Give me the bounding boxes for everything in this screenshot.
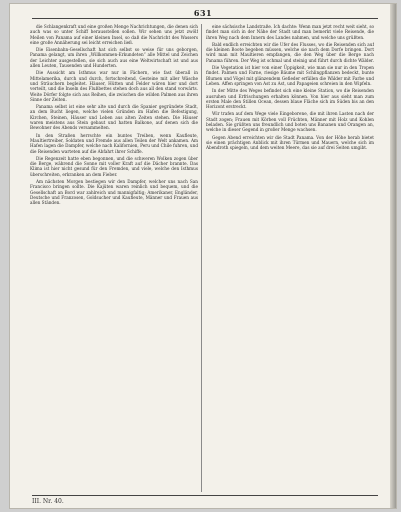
page-binding-edge xyxy=(390,4,396,508)
paragraph: Die Regenzeit hatte eben begonnen, und die schweren Wolken zogen über die Berge, während die Sonne mit voller Kraft auf die Dächer brannte. Das Klima ist hier nicht gesund für den Fremden, und viele, welche den Isthmus überschreiten, erkranken an dem Fieber. xyxy=(30,155,198,177)
paragraph: eine sächsische Landstraße. Ich dachte: Wenn man jetzt recht weit sieht, so findet man sich in der Nähe der Stadt und man bemerkt viele Reisende, die ihren Weg nach dem Innern des Landes nahmen, und welche uns grüßten. xyxy=(206,24,374,40)
paragraph: Die Aussicht am Isthmus war nur in Fächern, wie fast überall in Mittelamerika, durch und durch, fortschreitend, Gesteine mit aller Wäsche und Sträuchern begleitet. Häuser, Hütten und Felder wären hier und dort verteilt, und die Inseln des Flußbettes stehen doch aus all den stand vorwärts. Weite Dörfer folgte sich aus Reihen, die zwischen die wilden Palmen aus ihren Sinne der Zeiten. xyxy=(30,70,198,102)
newspaper-page xyxy=(10,4,396,508)
left-column xyxy=(30,24,198,492)
paragraph: die Schlangenkraft und eine großen Menge Nachrichtungen, die denen sich auch was so unter Schiff herausstellen sollen. Wir sehen uns jetzt zwölf Meilen von Panama auf einer kleinen Insel, so daß die Nachricht des Wassers eine große Annäherung sei leicht erreichen ließ. xyxy=(30,24,198,45)
volume-issue-label: III. Nr. 40. xyxy=(32,498,64,505)
header-rule xyxy=(32,18,378,19)
paragraph: Bald endlich erreichten wir die Ufer des Flusses, wo die Reisenden sich auf die kleinen Boote begeben müssen, welche sie nach dem Dorfe bringen. Dort wird man mit Maultieren empfangen, die den Weg über die Berge nach Panama führen. Der Weg ist schmal und steinig und führt durch dichte Wälder. xyxy=(206,41,374,63)
paragraph: Wir trafen auf dem Wege viele Eingeborene, die mit ihren Lasten nach der Stadt zogen; Frauen mit Körben voll Früchten, Männer mit Holz und Kohlen beladen. Sie grüßten uns freundlich und boten uns Bananen und Orangen an, welche in dieser Gegend in großer Menge wachsen. xyxy=(206,111,374,133)
footer-rule xyxy=(32,495,378,496)
paragraph: Die Eisenbahn-Gesellschaft hat sich selbst so weise für uns geborgen, Panama gelangt, um ihren „Willkommen-Erkundeten“ alle Mittel und Zeichen der Leichter ausgestellen, sie sich auch aus eine Weltwirtschaft ist und aus allen Leuten, Tausenden und Hunderten. xyxy=(30,47,198,69)
page-number: 631 xyxy=(193,8,213,18)
paragraph: In den Straßen herrschte ein buntes Treiben, wenn Kaufleute, Maultiertreiber, Soldaten und Fremde aus allen Teilen der Welt ankamen. Am Hafen lagen die Dampfer, welche nach Kalifornien, Peru und Chile fuhren, und die Reisenden warteten auf die Abfahrt ihrer Schiffe. xyxy=(30,132,198,154)
paragraph: Gegen Abend erreichten wir die Stadt Panama. Von der Höhe herab bietet sie einen prächtigen Anblick mit ihren Türmen und Mauern, welche sich im Abendroth spiegeln, und dem weiten Meere, das sie auf drei Seiten umgibt. xyxy=(206,134,374,151)
paragraph: Am nächsten Morgen bestiegen wir den Dampfer, welcher uns nach San Francisco bringen sollte. Die Kajüten waren reinlich und bequem, und die Gesellschaft an Bord war zahlreich und mannigfaltig; Amerikaner, Engländer, Deutsche und Franzosen, Goldsucher und Kaufleute, Männer und Frauen aus allen Ständen. xyxy=(30,179,198,206)
paragraph: Die Vegetation ist hier von einer Üppigkeit, wie man sie nur in den Tropen findet. Palmen und Farne, riesige Bäume mit Schlingpflanzen bedeckt, bunte Blumen und Vögel mit glänzendem Gefieder erfüllen die Wälder mit Farbe und Leben. Affen springen von Ast zu Ast, und Papageien schreien in den Wipfeln. xyxy=(206,65,374,86)
paragraph: In der Mitte des Weges befindet sich eine kleine Station, wo die Reisenden ausruhen und Erfrischungen erhalten können. Von hier aus sieht man zum ersten Male den Stillen Ocean, dessen blaue Fläche sich im Süden bis an den Horizont erstreckt. xyxy=(206,88,374,110)
column-divider xyxy=(201,24,202,492)
right-column xyxy=(206,24,374,492)
paragraph: Panama selbst ist eine sehr alte und durch die Spanier gegründete Stadt, an dem Bucht liegen, welche vielen Gründen im Hafen die Befestigung, Kirchen, Steinen, Häuser und Leben aus alten Zeiten stehen. Die Häuser waren meistens aus Stein gebaut und hatten Balkone, auf denen sich die Bewohner des Abends versammelten. xyxy=(30,104,198,131)
